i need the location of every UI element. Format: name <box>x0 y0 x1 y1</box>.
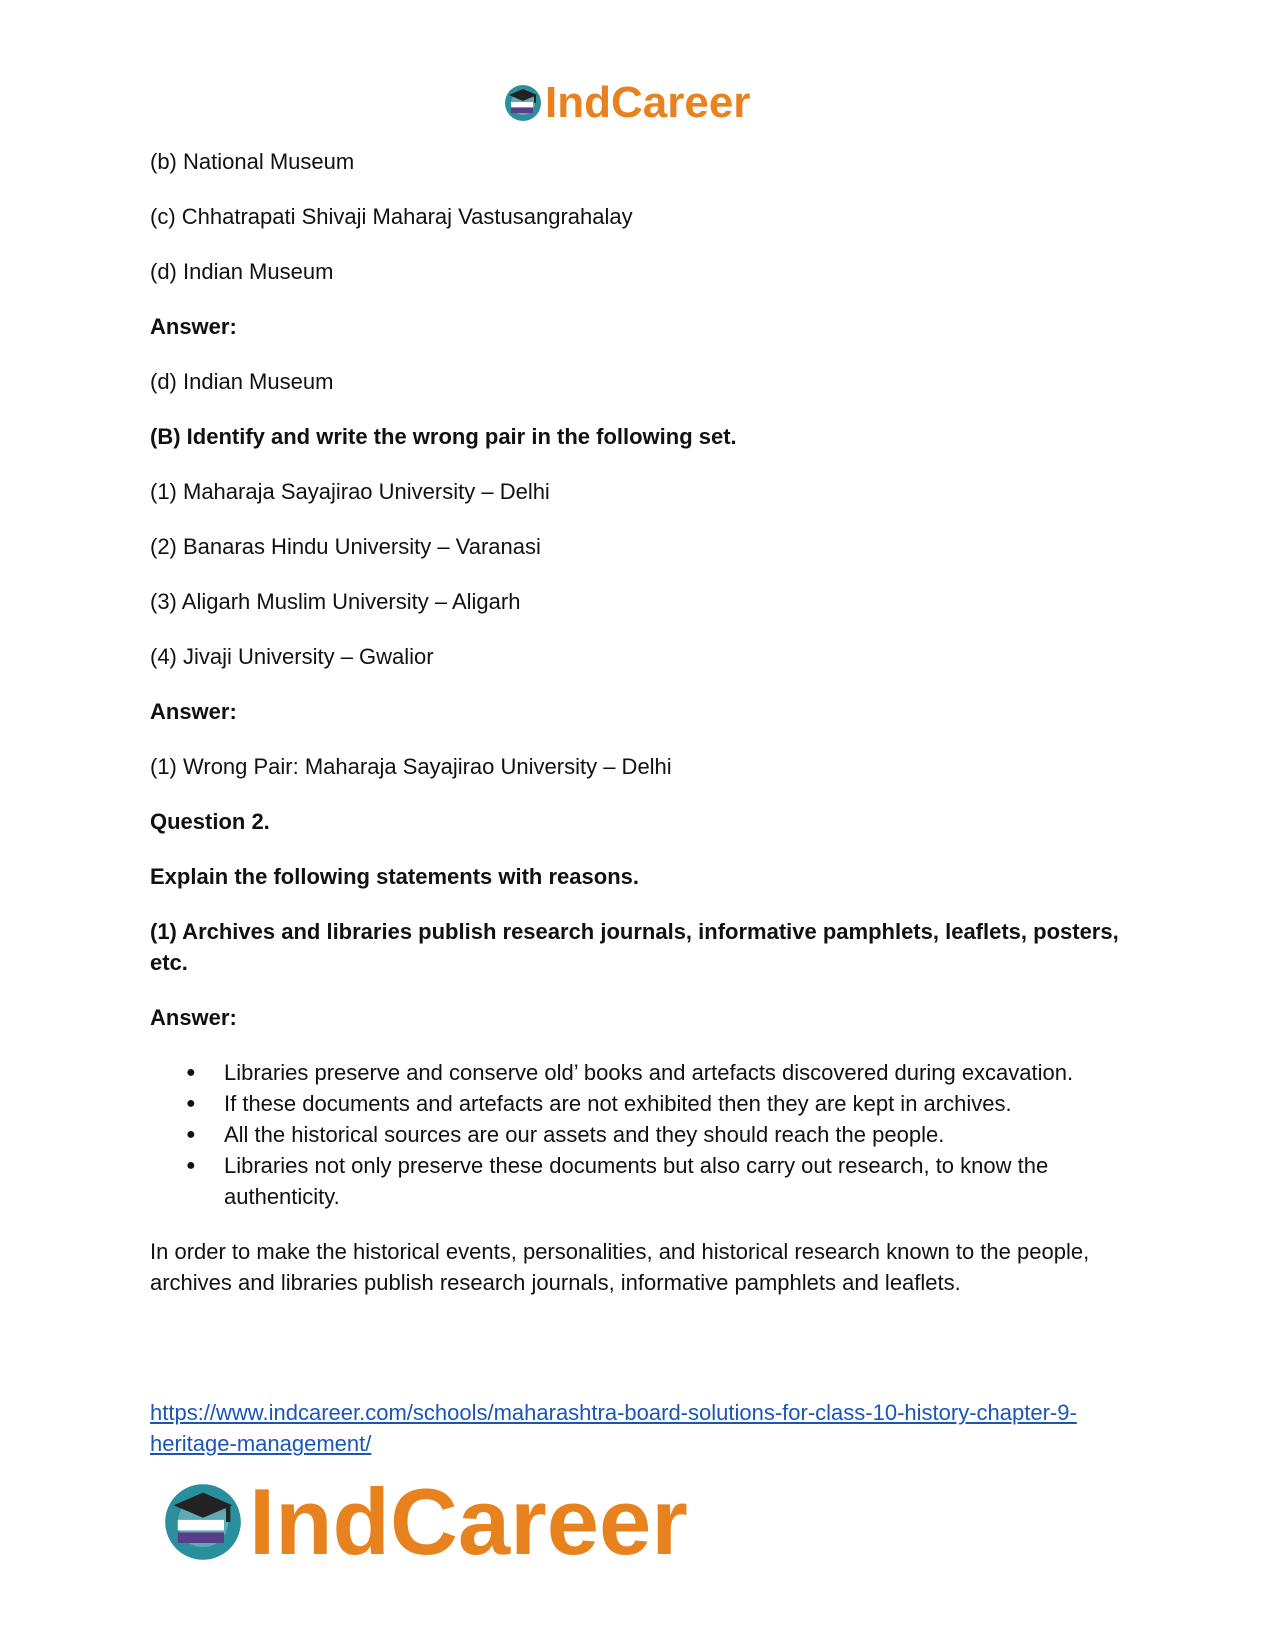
indcareer-logo-icon <box>161 1480 245 1564</box>
answer-heading: Answer: <box>150 699 237 724</box>
footer-logo <box>161 1468 688 1576</box>
answer-text: (1) Wrong Pair: Maharaja Sayajirao University – Delhi <box>150 754 672 779</box>
pair-2: (2) Banaras Hindu University – Varanasi <box>150 534 541 559</box>
pair-1: (1) Maharaja Sayajirao University – Delhi <box>150 479 550 504</box>
pair-4: (4) Jivaji University – Gwalior <box>150 644 434 669</box>
option-d: (d) Indian Museum <box>150 259 334 284</box>
bullet-item: ● Libraries not only preserve these documents but also carry out research, to know the authenticity. <box>224 1150 1130 1212</box>
question-heading: Question 2. <box>150 809 270 834</box>
question-instruction: Explain the following statements with reasons. <box>150 864 639 889</box>
answer-heading: Answer: <box>150 314 237 339</box>
source-link[interactable]: https://www.indcareer.com/schools/maharashtra-board-solutions-for-class-10-history-chapter-9-heritage-management/ <box>150 1400 1077 1456</box>
header-logo <box>503 78 750 128</box>
option-b: (b) National Museum <box>150 149 355 174</box>
conclusion-paragraph: In order to make the historical events, personalities, and historical research known to the people, archives and libraries publish research journals, informative pamphlets and leaflets. <box>150 1239 1090 1295</box>
indcareer-logo-icon <box>503 83 543 123</box>
answer-text: (d) Indian Museum <box>150 369 334 394</box>
bullet-item: ● If these documents and artefacts are not exhibited then they are kept in archives. <box>224 1088 1130 1119</box>
logo-text: IndCareer <box>545 78 751 127</box>
logo-text: IndCareer <box>249 1469 688 1574</box>
section-b-heading: (B) Identify and write the wrong pair in the following set. <box>150 424 737 449</box>
option-c: (c) Chhatrapati Shivaji Maharaj Vastusangrahalay <box>150 204 633 229</box>
answer-heading: Answer: <box>150 1005 237 1030</box>
bullet-item: ● All the historical sources are our assets and they should reach the people. <box>224 1119 1130 1150</box>
statement-1: (1) Archives and libraries publish research journals, informative pamphlets, leaflets, posters, etc. <box>150 919 1119 975</box>
answer-bullet-list <box>150 1057 1130 1212</box>
document-body <box>150 146 1130 1322</box>
bullet-item: ● Libraries preserve and conserve old’ books and artefacts discovered during excavation. <box>224 1057 1130 1088</box>
pair-3: (3) Aligarh Muslim University – Aligarh <box>150 589 521 614</box>
